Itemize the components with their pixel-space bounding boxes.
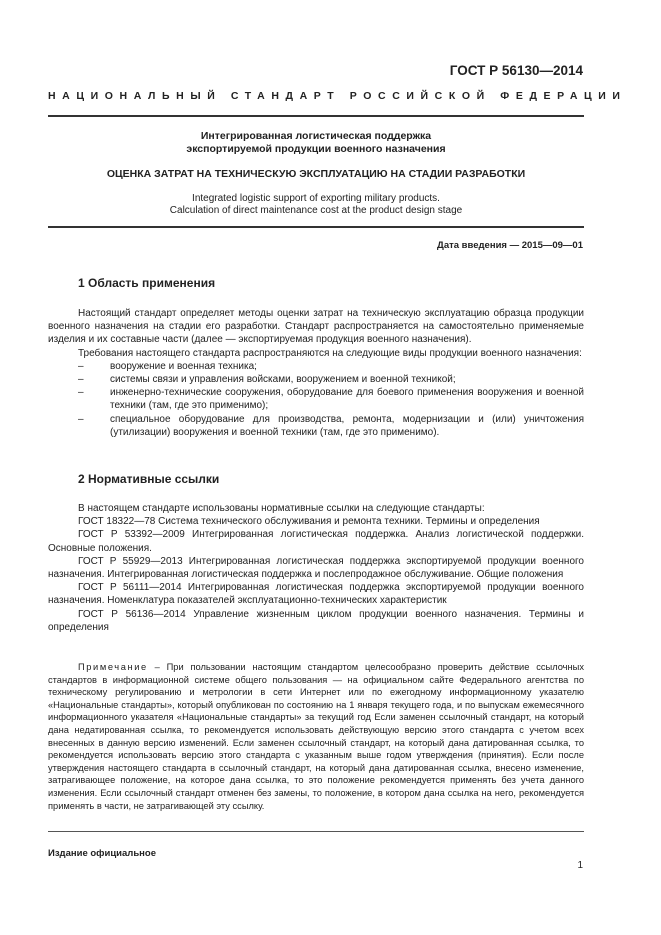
note-label: Примечание [78, 662, 148, 672]
title-english-line-1: Integrated logistic support of exporting military products. [192, 193, 440, 204]
normative-reference: ГОСТ 18322—78 Система технического обслуживания и ремонта техники. Термины и определения [78, 516, 540, 528]
section-2-heading: 2 Нормативные ссылки [78, 472, 220, 486]
introduction-date: Дата введения — 2015—09—01 [437, 240, 583, 251]
national-standard-banner: НАЦИОНАЛЬНЫЙ СТАНДАРТ РОССИЙСКОЙ ФЕДЕРАЦИИ [48, 90, 627, 102]
page-number: 1 [577, 860, 583, 871]
gost-number: ГОСТ Р 56130—2014 [449, 63, 583, 78]
note-block [48, 661, 584, 812]
normative-reference: ГОСТ Р 56111—2014 Интегрированная логистическая поддержка экспортируемой продукции военного назначения. Номенклатура показателей эксплуатационно-технических характеристик [48, 582, 584, 607]
title-russian [48, 130, 584, 156]
dash-marker: – [78, 360, 84, 372]
dash-marker: – [78, 387, 84, 399]
section-1-paragraph-1: Настоящий стандарт определяет методы оценки затрат на техническую эксплуатацию образца продукции военного назначения на стадии его разработки. Стандарт распространяется на самостоятельно применяемые изделия и их составные части (далее — экспортируемая продукция военного назначения). [48, 308, 584, 346]
edition-label: Издание официальное [48, 848, 156, 859]
list-item: – инженерно-технические сооружения, оборудование для боевого применения вооружения и военной техники (там, где это применимо); [78, 387, 584, 412]
section-2-intro: В настоящем стандарте использованы нормативные ссылки на следующие стандарты: [78, 503, 485, 514]
section-2-body [48, 502, 584, 634]
list-item: – специальное оборудование для производства, ремонта, модернизации и (или) уничтожения (утилизации) вооружения и военной техники (там, где это применимо). [78, 413, 584, 438]
list-item: – вооружение и военная техника; [78, 360, 257, 372]
list-item: – системы связи и управления войсками, вооружением и военной техникой; [78, 374, 456, 386]
section-1-body [48, 307, 584, 439]
top-divider [48, 115, 584, 117]
normative-reference: ГОСТ Р 55929—2013 Интегрированная логистическая поддержка экспортируемой продукции военного назначения. Интегрированная логистическая поддержка и послепродажное обслуживание. Общие положения [48, 555, 584, 581]
title-russian-line-1: Интегрированная логистическая поддержка [200, 130, 432, 142]
dash-marker: – [78, 413, 84, 425]
normative-reference: ГОСТ Р 53392—2009 Интегрированная логистическая поддержка. Анализ логистической поддержки. Основные положения. [48, 529, 584, 554]
note-paragraph [48, 661, 584, 812]
title-english-line-2: Calculation of direct maintenance cost at the product design stage [169, 205, 463, 216]
dash-marker: – [78, 374, 84, 386]
footer-divider [48, 831, 584, 832]
title-main: ОЦЕНКА ЗАТРАТ НА ТЕХНИЧЕСКУЮ ЭКСПЛУАТАЦИЮ НА СТАДИИ РАЗРАБОТКИ [106, 168, 526, 180]
title-divider [48, 226, 584, 228]
note-text: – При пользовании настоящим стандартом целесообразно проверить действие ссылочных стандартов в информационной системе общего пользования — на официальном сайте Федерального агентства по техническому регулированию и метрологии в сети Интернет или по ежегодному информационному указателю «Национальные стандарты», который опубликован по состоянию на 1 января текущего года, и по выпускам ежемесячного информационного указателя «Национальные стандарты» за текущий год Если заменен ссылочный стандарт, на который дана недатированная ссылка, то рекомендуется использовать действующую версию этого стандарта с учетом всех внесенных в данную версию изменений. Если заменен ссылочный стандарт, на который дана датированная ссылка, то рекомендуется использовать версию этого стандарта с указанным выше годом утверждения (принятия). Если после утверждения настоящего стандарта в ссылочный стандарт, на который дана датированная ссылка, внесено изменение, затрагивающее положение, на которое дана ссылка, то это положение рекомендуется применять без учета данного изменения. Если ссылочный стандарт отменен без замены, то положение, в котором дана ссылка на него, рекомендуется применять в части, не затрагивающей эту ссылку. [48, 662, 584, 811]
title-english [48, 193, 584, 217]
title-russian-line-2: экспортируемой продукции военного назначения [186, 143, 446, 155]
section-1-heading: 1 Область применения [78, 276, 216, 290]
normative-reference: ГОСТ Р 56136—2014 Управление жизненным циклом продукции военного назначения. Термины и определения [48, 608, 584, 633]
section-1-paragraph-2: Требования настоящего стандарта распространяются на следующие виды продукции военного назначения: [78, 347, 582, 359]
